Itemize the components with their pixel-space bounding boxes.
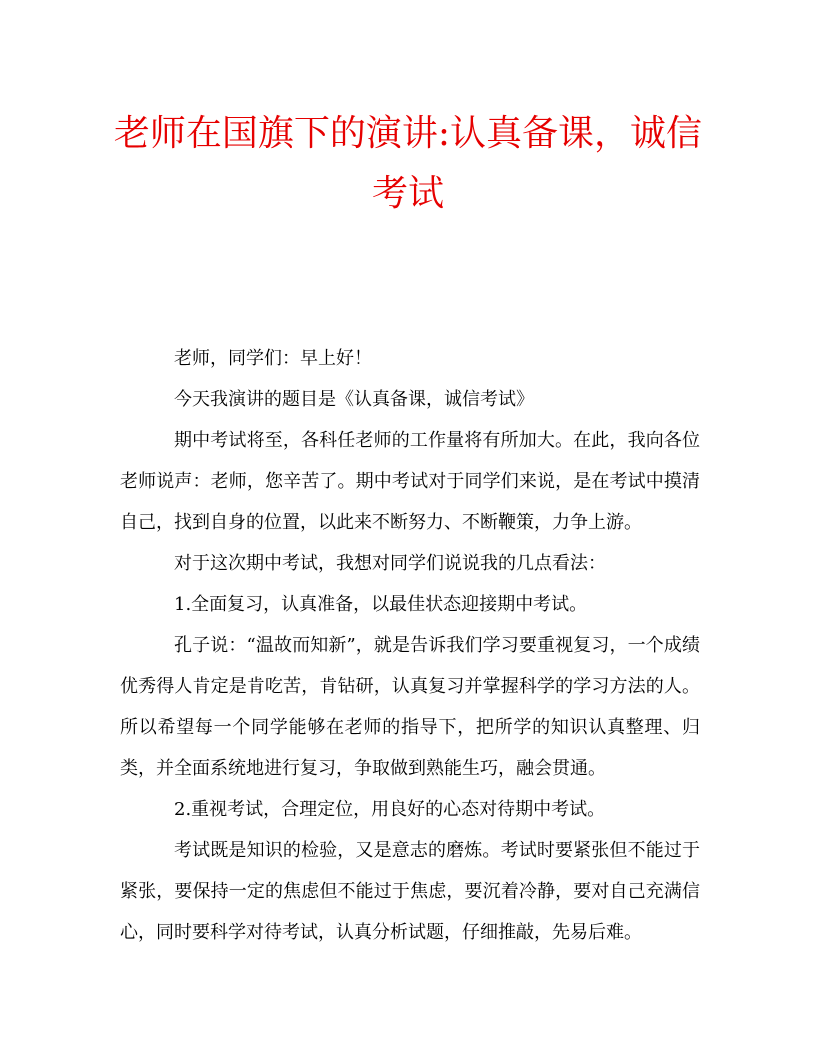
document-body bbox=[120, 338, 700, 953]
paragraph-point-2-heading: 2.重视考试，合理定位，用良好的心态对待期中考试。 bbox=[174, 799, 606, 820]
document-title-line-1: 老师在国旗下的演讲:认真备课，诚信 bbox=[113, 113, 703, 154]
paragraph-topic: 今天我演讲的题目是《认真备课，诚信考试》 bbox=[174, 389, 534, 410]
paragraph-opinions-lead: 对于这次期中考试，我想对同学们说说我的几点看法： bbox=[174, 553, 606, 574]
paragraph-greeting: 老师，同学们：早上好！ bbox=[174, 348, 372, 369]
paragraph-point-2-body: 考试既是知识的检验，又是意志的磨炼。考试时要紧张但不能过于紧张，要保持一定的焦虑但不能过于焦虑，要沉着冷静，要对自己充满信心，同时要科学对待考试，认真分析试题，仔细推敲，先易后难。 bbox=[120, 840, 700, 943]
paragraph-point-1-heading: 1.全面复习，认真准备，以最佳状态迎接期中考试。 bbox=[174, 594, 588, 615]
paragraph-point-1-body: 孔子说：“温故而知新”，就是告诉我们学习要重视复习，一个成绩优秀得人肯定是肯吃苦，肯钻研，认真复习并掌握科学的学习方法的人。所以希望每一个同学能够在老师的指导下，把所学的知识认真整理、归类，并全面系统地进行复习，争取做到熟能生巧，融会贯通。 bbox=[120, 635, 700, 779]
paragraph-intro: 期中考试将至，各科任老师的工作量将有所加大。在此，我向各位老师说声：老师，您辛苦了。期中考试对于同学们来说，是在考试中摸清自己，找到自身的位置，以此来不断努力、不断鞭策，力争上游。 bbox=[120, 430, 700, 533]
document-title-line-2: 考试 bbox=[371, 173, 444, 214]
